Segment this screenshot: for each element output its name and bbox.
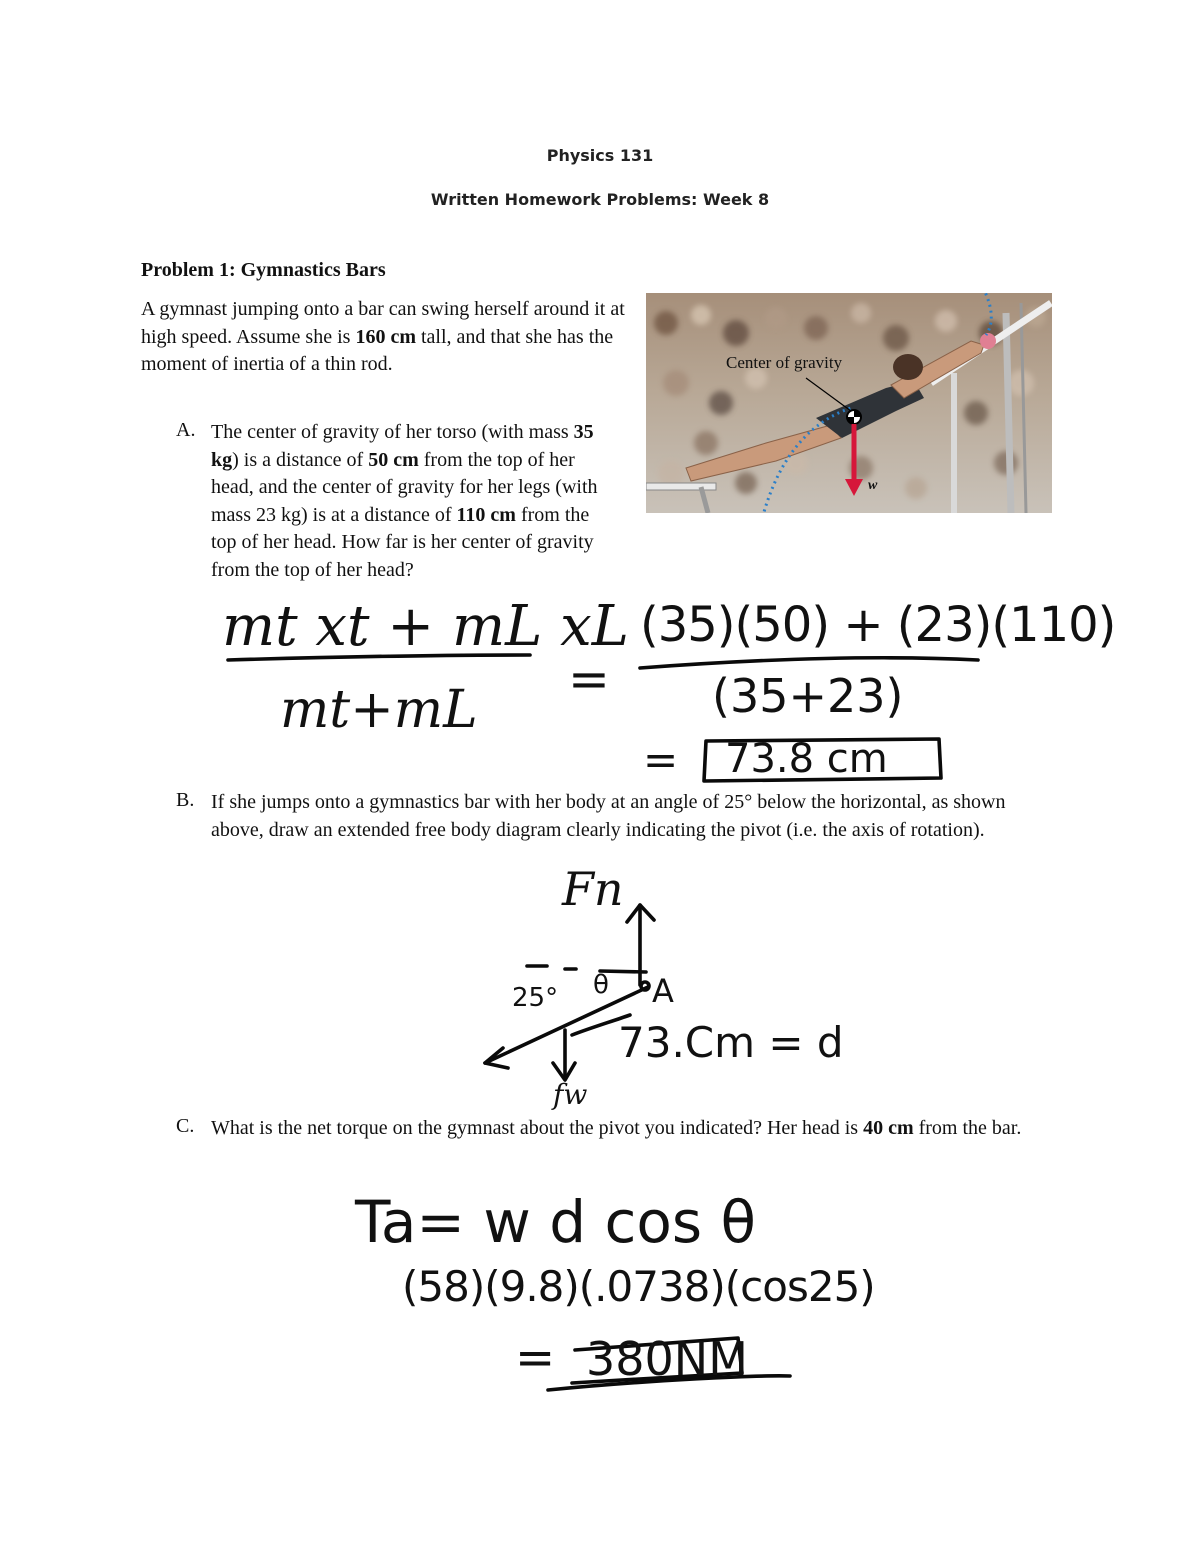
head-distance: 40 cm	[863, 1117, 914, 1139]
gymnast-photo-graphic	[646, 293, 1052, 513]
part-c-text	[211, 1115, 1061, 1143]
part-a-text	[211, 419, 616, 584]
center-of-gravity-label: Center of gravity	[726, 353, 843, 372]
sub-fraction-line	[640, 658, 978, 668]
part-c-label: C.	[176, 1115, 195, 1137]
part-a-text-1: The center of gravity of her torso (with mass	[211, 421, 574, 443]
weight-vector-label: w	[868, 478, 878, 493]
intro-height: 160 cm	[355, 325, 416, 348]
hand-torque-substitution: (58)(9.8)(.0738)(cos25)	[402, 1262, 875, 1311]
problem-intro	[141, 296, 631, 379]
hand-result-equals: =	[643, 735, 679, 784]
hand-fbd-normal-force-label: Fn	[562, 862, 624, 916]
hand-eq-substituted: (35)(50) + (23)(110)	[640, 597, 1116, 653]
part-a-text-4: from the top of her head. How far is her center of gravity from the top of her head?	[211, 503, 594, 581]
hand-fbd-theta-label: θ	[593, 970, 609, 1000]
intro-text-1: A gymnast jumping onto a bar can swing herself around it at high speed. Assume she is	[141, 298, 625, 348]
hand-torque-equals: =	[515, 1330, 556, 1386]
part-b-text: If she jumps onto a gymnastics bar with her body at an angle of 25° below the horizontal, as shown above, draw an extended free body diagram clearly indicating the pivot (i.e. the axis of rotation).	[211, 791, 1006, 841]
hand-eq-equals: =	[568, 650, 610, 708]
hand-fbd-weight-label: fw	[553, 1078, 588, 1111]
gymnast-photo	[646, 293, 1052, 513]
hand-fbd-distance-label: 73.Cm = d	[618, 1018, 844, 1067]
part-c-text-2: from the bar.	[913, 1117, 1022, 1139]
hand-torque-result: 380NM	[586, 1332, 748, 1386]
hand-torque-definition: Ta= w d cos θ	[355, 1188, 757, 1256]
hand-eq-numerator: mt xt + mL xL	[222, 594, 629, 659]
part-c-text-1: What is the net torque on the gymnast about the pivot you indicated? Her head is	[211, 1117, 864, 1139]
problem-title: Problem 1: Gymnastics Bars	[141, 259, 386, 281]
body-rod-arrowhead	[485, 1048, 508, 1068]
part-a-text-2: ) is a distance of	[232, 448, 369, 471]
part-a-label: A.	[176, 419, 196, 441]
intro-text-2: tall, and that she has the moment of inertia of a thin rod.	[141, 325, 614, 375]
hand-eq-denominator: mt+mL	[280, 680, 478, 740]
hand-eq-result: 73.8 cm	[725, 736, 888, 782]
hand-fbd-angle-label: 25°	[512, 983, 559, 1013]
torso-mass: 35 kg	[211, 421, 594, 471]
homework-subtitle: Written Homework Problems: Week 8	[430, 190, 770, 209]
part-a-text-3: from the top of her head, and the center of gravity for her legs (with mass 23 kg) is at a distance of	[211, 448, 598, 526]
pivot-dot	[641, 982, 649, 990]
torso-distance: 50 cm	[368, 448, 419, 471]
hand-eq-sub-denominator: (35+23)	[712, 669, 904, 723]
part-b-label: B.	[176, 789, 195, 811]
legs-distance: 110 cm	[456, 503, 516, 526]
course-title: Physics 131	[546, 146, 654, 165]
normal-force-arrowhead	[627, 905, 654, 922]
hand-fbd-pivot-label: A	[652, 972, 674, 1010]
